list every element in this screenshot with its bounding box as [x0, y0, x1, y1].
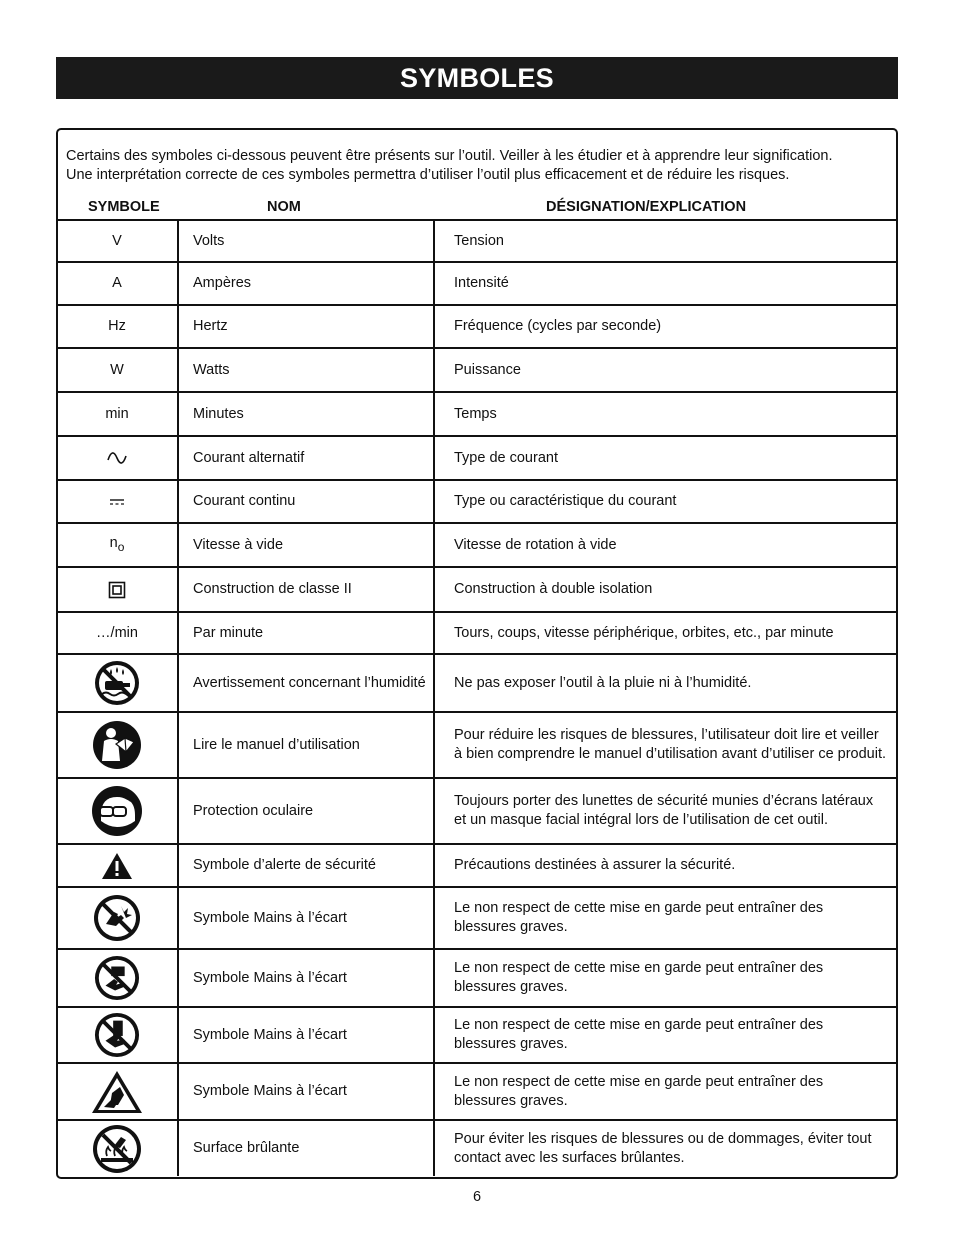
- symbol-cell: [57, 1007, 178, 1063]
- table-row: [57, 305, 896, 348]
- symbol-text: V: [112, 232, 122, 249]
- symbol-cell: [57, 654, 178, 712]
- table-row: [57, 262, 896, 305]
- class-ii-construction-icon: [108, 581, 126, 599]
- symbol-text: Hz: [108, 318, 126, 334]
- name-cell: Hertz: [178, 305, 434, 348]
- symbol-cell: [57, 1120, 178, 1176]
- symbol-cell: [57, 712, 178, 778]
- no-load-speed-symbol: $n_o$: [109, 534, 125, 554]
- description-cell: Intensité: [434, 262, 896, 305]
- description-cell: Tours, coups, vitesse périphérique, orbites, etc., par minute: [434, 612, 896, 654]
- table-row: [57, 949, 896, 1007]
- table-row: [57, 844, 896, 887]
- name-cell: Construction de classe II: [178, 567, 434, 612]
- intro-text: [66, 147, 896, 185]
- symbol-cell: [57, 436, 178, 480]
- symbol-cell: [57, 1063, 178, 1120]
- name-cell: Symbole Mains à l’écart: [178, 1063, 434, 1120]
- name-cell: Symbole Mains à l’écart: [178, 1007, 434, 1063]
- name-cell: Courant continu: [178, 480, 434, 523]
- table-row: [57, 612, 896, 654]
- symbol-cell: [57, 949, 178, 1007]
- hands-away-icon-2: [94, 955, 140, 1001]
- hands-away-triangle-icon: [90, 1069, 144, 1115]
- hands-away-icon-3: [94, 1012, 140, 1058]
- intro-line-1: Certains des symboles ci-dessous peuvent être présents sur l’outil. Veiller à les étudier et à apprendre leur signification.: [66, 148, 833, 164]
- hands-away-icon-1: [93, 894, 141, 942]
- name-cell: Surface brûlante: [178, 1120, 434, 1176]
- symbol-text: A: [112, 275, 122, 291]
- symbol-cell: [57, 262, 178, 305]
- name-cell: Symbole Mains à l’écart: [178, 949, 434, 1007]
- description-cell: Ne pas exposer l’outil à la pluie ni à l’humidité.: [434, 654, 896, 712]
- table-row: [57, 778, 896, 844]
- name-cell: Symbole Mains à l’écart: [178, 887, 434, 949]
- table-row: [57, 887, 896, 949]
- column-header-name: NOM: [267, 199, 301, 215]
- table-row: [57, 654, 896, 712]
- table-row: [57, 348, 896, 392]
- intro-line-2: Une interprétation correcte de ces symboles permettra d’utiliser l’outil plus efficacement et de réduire les risques.: [66, 167, 790, 183]
- description-cell: Puissance: [434, 348, 896, 392]
- column-header-designation: DÉSIGNATION/EXPLICATION: [546, 199, 747, 215]
- symbols-table: [57, 219, 896, 1176]
- name-cell: Lire le manuel d’utilisation: [178, 712, 434, 778]
- description-cell: Vitesse de rotation à vide: [434, 523, 896, 567]
- description-cell: Pour réduire les risques de blessures, l’utilisateur doit lire et veiller à bien comprendre le manuel d’utilisation avant d’utiliser ce produit.: [434, 712, 896, 778]
- description-cell: Fréquence (cycles par seconde): [434, 305, 896, 348]
- description-cell: Le non respect de cette mise en garde peut entraîner des blessures graves.: [434, 1007, 896, 1063]
- description-cell: Pour éviter les risques de blessures ou de dommages, éviter tout contact avec les surfaces brûlantes.: [434, 1120, 896, 1176]
- table-row: [57, 712, 896, 778]
- table-row: [57, 436, 896, 480]
- symbol-text: min: [105, 405, 129, 422]
- description-cell: Le non respect de cette mise en garde peut entraîner des blessures graves.: [434, 1063, 896, 1120]
- description-cell: Le non respect de cette mise en garde peut entraîner des blessures graves.: [434, 949, 896, 1007]
- eye-protection-icon: [91, 785, 143, 837]
- table-row: [57, 1120, 896, 1176]
- table-row: [57, 220, 896, 262]
- name-cell: Volts: [178, 220, 434, 262]
- read-manual-icon: [92, 720, 142, 770]
- symbol-text: …/min: [96, 624, 138, 641]
- description-cell: Type ou caractéristique du courant: [434, 480, 896, 523]
- symbol-cell: [57, 567, 178, 612]
- description-cell: Précautions destinées à assurer la sécurité.: [434, 844, 896, 887]
- page-title: SYMBOLES: [56, 57, 898, 99]
- table-row: [57, 523, 896, 567]
- symbol-text: W: [110, 361, 124, 378]
- name-cell: Avertissement concernant l’humidité: [178, 654, 434, 712]
- alternating-current-icon: [106, 450, 128, 466]
- description-cell: Type de courant: [434, 436, 896, 480]
- safety-alert-icon: [100, 851, 134, 881]
- symbol-cell: [57, 612, 178, 654]
- column-header-symbol: SYMBOLE: [88, 199, 160, 215]
- name-cell: Ampères: [178, 262, 434, 305]
- page-number: 6: [472, 1189, 482, 1205]
- description-cell: Temps: [434, 392, 896, 436]
- symbol-cell: [57, 305, 178, 348]
- description-cell: Construction à double isolation: [434, 567, 896, 612]
- hot-surface-icon: [92, 1124, 142, 1174]
- name-cell: Par minute: [178, 612, 434, 654]
- name-cell: Courant alternatif: [178, 436, 434, 480]
- table-row: [57, 392, 896, 436]
- name-cell: Vitesse à vide: [178, 523, 434, 567]
- table-row: [57, 480, 896, 523]
- wet-conditions-warning-icon: [93, 659, 141, 707]
- symbol-cell: [57, 220, 178, 262]
- description-cell: Tension: [434, 220, 896, 262]
- symbol-cell: [57, 887, 178, 949]
- name-cell: Symbole d’alerte de sécurité: [178, 844, 434, 887]
- symbol-cell: [57, 844, 178, 887]
- table-row: [57, 1063, 896, 1120]
- symbol-cell: [57, 348, 178, 392]
- table-row: [57, 567, 896, 612]
- table-row: [57, 1007, 896, 1063]
- description-cell: Toujours porter des lunettes de sécurité munies d’écrans latéraux et un masque facial intégral lors de l’utilisation de cet outil.: [434, 778, 896, 844]
- symbol-cell: [57, 392, 178, 436]
- name-cell: Watts: [178, 348, 434, 392]
- description-cell: Le non respect de cette mise en garde peut entraîner des blessures graves.: [434, 887, 896, 949]
- name-cell: Minutes: [178, 392, 434, 436]
- symbol-cell: [57, 523, 178, 567]
- symbol-cell: [57, 778, 178, 844]
- name-cell: Protection oculaire: [178, 778, 434, 844]
- direct-current-icon: [109, 497, 125, 507]
- symbol-cell: [57, 480, 178, 523]
